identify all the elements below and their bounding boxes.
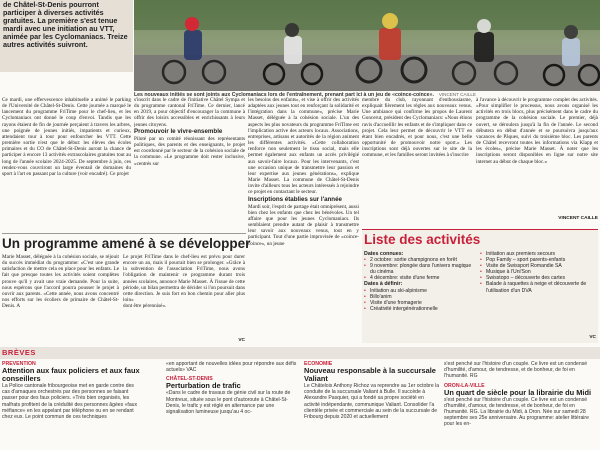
breve-item-oron xyxy=(444,361,598,450)
activity-item: • Musique à l'Uni'Son xyxy=(480,269,596,275)
activity-item: • Pop Family – sport parents-enfants xyxy=(480,257,596,263)
article-byline: VINCENT CAILLE xyxy=(558,216,598,221)
breve-headline: Nouveau responsable à la succursale Valiant xyxy=(304,366,436,383)
activity-item: • Swisstopo – découverte des cartes xyxy=(480,275,596,281)
breves-bar xyxy=(0,347,600,359)
programme-column-2 xyxy=(123,254,245,338)
activity-item: • Créativité intergénérationnelle xyxy=(364,306,476,312)
breves-label: BRÈVES xyxy=(2,348,36,357)
article-text: Ce mardi, une effervescence inhabituelle a animé le parking de l'Université de Châtel-St-Denis. Cette journée a marqué le lancement du programme FriTime pour le chef-lieu, et les Cyclomaniacs ont donné le coup d'envoi. Tandis que les rayons étaient de fin de journée perçaient à travers les arbres, une poignée de jeunes initiés, impatients et curieux, attendaient tour à tour pour enfourcher les VTT. Cette première sortie n'est que le début: les élèves des écoles primaires et du CO de Châtel-St-Denis auront la chance de participer à encore 13 activités extrascolaires gratuites tout au long de l'année scolaire 2024-2025. De septembre à juin, ces rendez-vous couvriront un large éventail de domaines du sport à l'art en passant par la culture (voir encadré). Ce projet xyxy=(2,97,131,177)
breve-text: Le Châtelois Anthony Richoz va reprendre au 1er octobre la conduite de la succursale Valiant à Bulle. Il succède à Alexandre Pasquier, qui a fondé sa propre société en activité indépendante, communique Valiant. Consolider l'a clientèle privée et commerciale au sein de la succursale de Fribourg depuis 2020 et actuellement xyxy=(304,383,440,421)
article-text: à l'avance à découvrir le programme complet des activités. «Pour simplifier le processus, nous avons organisé les activités en trois blocs, plus précisément dans le cadre du programme de la cohésion sociale. Le premier, déjà ouvert, se déroulera jusqu'à la fin de l'année. Le second débutera en début d'année et se poursuivra jusqu'aux vacances de Pâques, suivi du troisième bloc. Les parents de Châtel recevront toutes les informations via Klapp et les écoles», précise Marie Masset. À noter que les inscriptions seront disponibles en ligne sur notre site internet au début de chaque bloc.» xyxy=(476,97,598,165)
article-column-4 xyxy=(362,97,472,225)
article-subhead: Inscriptions établies sur l'année xyxy=(248,195,342,203)
article-lede: de Châtel-St-Denis pourront participer à diverses activités gratuites. La première s'est tenue mardi avec une initiation au VTT, animée par les Cyclomaniacs. Treize autres activités suivront. xyxy=(0,0,133,72)
photo-caption: Les nouveaux initiés se sont joints aux Cyclomaniacs lors de l'entraînement, prenant part ici à un jeu de «coince-coince». xyxy=(134,92,434,98)
article-text: Piloté par un comité réunissant des représentants politiques, des parents et des enseignants, le projet est coordonné par le secteur de la cohésion sociale de la commune. «Le programme doit rester inclusive, «centrés sur xyxy=(134,135,245,167)
programme-text: Le projet FriTime dans le chef-lieu est prévu pour durer encore un an, mais il pourrait bien se prolonger. «Grâce à la subvention de l'association FriTime, nous avons l'obligation de maintenir ce programme durant trois années scolaires, annonce Marie Masset. À l'issue de cette période, un bilan permettra de décider si l'on poursuit dans cette direction. Je suis fort en bon chemin pour aller plus loin» xyxy=(123,254,245,304)
article-text: Mardi soir, l'esprit de partage était omniprésent, aussi bien chez les enfants que chez les bénévoles. Un tel affaire que pour les jeunes Cyclomaniacs. Ils semblaient prendre autant de plaisir à transmettre leur savoir aux nouveaux venus, tout en y participant. Tout d'une partie improvisée de «coince-coince», un jeune xyxy=(248,203,359,247)
activities-signature: VC xyxy=(589,335,596,340)
breve-kicker: ÉCONOMIE xyxy=(304,361,333,367)
breve-headline: Attention aux faux policiers et aux faux conseillers xyxy=(2,366,140,383)
activity-item: • 9 novembre: plongée dans l'univers magique du cinéma xyxy=(364,263,476,275)
activities-title: Liste des activités xyxy=(364,232,481,247)
breve-item-prevention xyxy=(2,361,142,450)
programme-text: dont être pérennisé». xyxy=(123,303,167,310)
cyclists-photo xyxy=(134,0,600,91)
article-text: membre du club, rayonnant d'enthousiasme, expliquait fièrement les règles aux nouveaux venus. Une ambiance qui confirme les propos de Laurent Goncerut, président des Cyclomaniacs: «Nous étions ravis d'accueillir les enfants et de s'impliquer dans ce projet. Cela leur permet de découvrir le VTT en étant bien encadrés, et pour nous, c'est une belle opportunité de promouvoir notre sport.» Les inscriptions sont déjà ouvertes sur le site de la commune, et les familles seront invitées à s'inscrire xyxy=(362,97,472,159)
activity-item: • Initiation aux premiers secours xyxy=(480,251,596,257)
photo-credit: VINCENT CAILLE xyxy=(438,92,476,97)
activity-item: • 4 décembre: visite d'une ferme xyxy=(364,275,476,281)
article-column-2 xyxy=(134,97,245,235)
breve-item-economie xyxy=(304,361,440,450)
article-text: les besoins des enfants», et vise à offrir des activités adaptées aux jeunes tout en renforçant la solidarité et l'intégration dans la commune», précise Marie Masset, déléguée à la cohésion sociale. L'un des aspects les plus novateurs du programme FriTime est l'implication active des acteurs locaux. Associations, entreprises, artisans et autorités de la région animent les différentes activités. «Cette collaboration renforce non seulement le tissu social, mais elle permet également aux enfants un accès privilégié aux savoir-faire locaux. Pour les intervenants, c'est une occasion unique de transmettre leur passion et leur expertise aux jeunes générations», explique Marie Masset. La commune de Châtel-St-Denis invite d'ailleurs tous les acteurs intéressés à rejoindre ce projet en contactant le secteur. xyxy=(248,97,359,196)
activity-item: • Visite d'une fromagerie xyxy=(364,300,476,306)
programme-column-1 xyxy=(2,254,119,344)
breve-kicker: CHÂTEL-ST-DENIS xyxy=(166,376,213,383)
breve-headline: Un quart de siècle pour la librairie du Midi xyxy=(444,387,592,397)
dates-known-label: Dates connues: xyxy=(364,251,404,257)
programme-signature: VC xyxy=(238,338,245,343)
article-text: s'inscrit dans le cadre de l'initiative Châtel Sympa et du programme cantonal FriTime. Ce dernier, lancé en 2019, a pour objectif d'encourager la commune à offrir des loisirs accessibles et enrichissants à leurs jeunes citoyens. xyxy=(134,97,245,128)
activity-item: • Visite de Swissport Romandie SA xyxy=(480,263,596,269)
breve-kicker: PRÉVENTION xyxy=(2,361,36,367)
activity-item: • Initiation au ski-alpinisme xyxy=(364,288,476,294)
breve-text: s'est penché sur l'histoire d'un couple. Ce livre est un condensé d'humilité, d'amour, de tendresse, et de bonheur, de foi en l'humanité. RG xyxy=(444,361,588,380)
article-subhead: Promouvoir le vivre-ensemble xyxy=(134,127,223,135)
breve-headline: Perturbation de trafic xyxy=(166,381,241,391)
activity-item: • Billo'anim xyxy=(364,294,476,300)
breve-text: La Police cantonale fribourgeoise met en garde contre des cas d'arnaques orchestrés par des personnes se faisant passer pour des faux policiers. «Très bien organisés, les malfrats profitent de la crédulité des personnes âgées «faux méfiance» en les appelant par téléphone ou en se rendant chez eux. Le point commun de ces techniques xyxy=(2,383,138,421)
article-column-3 xyxy=(248,97,359,347)
breve-item-chatel xyxy=(166,361,298,450)
activities-column-1 xyxy=(364,251,476,312)
activities-divider xyxy=(362,229,598,230)
programme-title: Un programme amené à se développer xyxy=(2,236,251,251)
article-column-1 xyxy=(2,97,131,235)
activity-item: • Balade à raquettes à neige et découverte de l'utilisation d'un DVA xyxy=(480,281,596,293)
activity-item: • 2 octobre: sortie champignons en forêt xyxy=(364,257,476,263)
breve-kicker: ORON-LA-VILLE xyxy=(444,382,485,389)
breve-text: «en apportant de nouvelles idées pour répondre aux défis actuels» VAC xyxy=(166,361,297,374)
article-column-5 xyxy=(476,97,598,215)
breve-text: «Dans le cadre de travaux de génie civil sur la route de Montreux, située sous le pont d'autoroute à Châtel-St-Denis, le trafic y est réglé en alternance par une signalisation lumineuse jusqu'au 4 oc- xyxy=(166,390,291,416)
programme-text: Marie Masset, déléguée à la cohésion sociale, se réjouit du succès immédiat du programme: «C'est une grande satisfaction de mettre cela en place pour les enfants. Le fait que presque toutes les activités soient complètes prouve qu'il y avait une vraie demande. Pour la suite, nous espérons que l'accord pourra pousser le projet à ouvrir aux parents. «Cette année, nous avons concentré nos efforts sur les écoliers de primaire de Châtel-St-Denis. A xyxy=(2,254,119,310)
photo-illustration xyxy=(134,0,600,91)
dates-to-define-label: Dates à définir: xyxy=(364,281,403,288)
activities-column-2 xyxy=(480,251,596,294)
breve-text: s'est penché sur l'histoire d'un couple. Ce livre est un condensé d'humilité, d'amour, de tendresse, et de bonheur, de foi en l'humanité. RG. La librairie du Midi, à Oron. Née sur samedi 28 septembre ses 25e anniversaire. Au programme: atelier littéraire pour les en- xyxy=(444,396,589,428)
section-divider xyxy=(2,233,246,234)
